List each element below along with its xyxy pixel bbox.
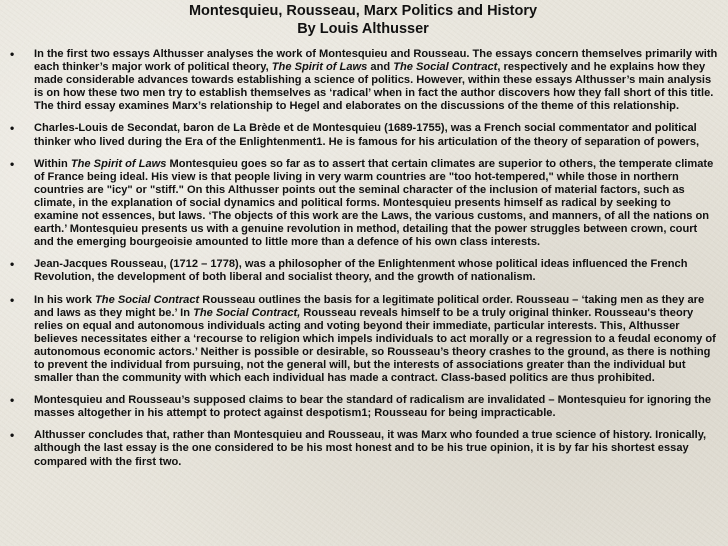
bullet-text: Montesquieu and Rousseau’s supposed claims to bear the standard of radicalism are invalidated – Montesquieu for ignoring the masses altogether in his attempt to protect against despotism1; Rousseau for being impracticable. — [34, 394, 712, 420]
book-title: The Spirit of Laws — [271, 61, 368, 74]
bullet-dot-icon: • — [10, 292, 15, 307]
bullet-item-2 — [8, 122, 718, 148]
bullet-text: Rousseau reveals himself to be a truly original thinker. Rousseau's theory relies on equal and autonomous individuals acting and voting beyond their immediate, particular interests. This, Althusser believes necessitates either a ‘recourse to religion which impels individuals to act morally or a regression to a feudal economy of autonomous economic actors.’ Neither is possible or desirable, so Rousseau’s theory crashes to the ground, as there is nothing to prevent the individual from pursuing, not the general will, but the interests of associations greater than the individual but smaller than the community with which each individual has made a contract. Class-based politics are thus prohibited. — [34, 306, 716, 385]
bullet-text: In his work — [34, 293, 96, 306]
bullet-dot-icon: • — [10, 257, 15, 272]
bullet-dot-icon: • — [10, 121, 15, 136]
bullet-dot-icon: • — [10, 156, 15, 171]
bullet-item-7 — [8, 429, 718, 468]
book-title: The Spirit of Laws — [70, 157, 167, 170]
bullet-text: Althusser concludes that, rather than Montesquieu and Rousseau, it was Marx who founded a true science of history. Ironically, although the last essay is the one considered to be his most honest and to be his true opinion, it is by far his shortest essay compared with the first two. — [34, 429, 707, 468]
bullet-text: Montesquieu goes so far as to assert that certain climates are superior to others, the temperate climate of France being ideal. His view is that people living in very warm countries are "too hot-tempered," while those in northern countries are "icy" or "stiff." On this Althusser points out the seminal character of the inclusion of material factors, such as climate, in the explanation of social dynamics and political forms. Montesquieu presents himself as radical by seeking to examine not essences, but laws. ‘The objects of this work are the Laws, the various customs, and manners, of all the nations on earth.’ Montesquieu presents us with a genuine revolution in method, detailing that the power struggles between crown, court and the emerging bourgeoisie amounted to little more than a defence of his own class interests. — [34, 157, 714, 249]
bullet-item-5 — [8, 294, 718, 386]
bullet-text: Within — [34, 157, 71, 170]
page-title: Montesquieu, Rousseau, Marx Politics and History — [188, 3, 538, 19]
bullet-text: Jean-Jacques Rousseau, (1712 – 1778), was a philosopher of the Enlightenment whose political ideas influenced the French Revolution, the development of both liberal and socialist theory, and the growth of nationalism. — [34, 258, 688, 284]
bullet-text: Rousseau outlines the basis for a legitimate political order. Rousseau – ‘taking men as they are and laws as they might be.’ In — [34, 293, 705, 319]
page-subtitle: By Louis Althusser — [297, 21, 429, 37]
book-title: The Social Contract — [393, 61, 498, 74]
book-title: The Social Contract — [95, 293, 200, 306]
book-title: The Social Contract, — [193, 306, 301, 319]
bullet-item-3 — [8, 158, 718, 250]
bullet-item-6 — [8, 394, 718, 420]
bullet-dot-icon: • — [10, 428, 15, 443]
bullet-item-4 — [8, 258, 718, 284]
bullet-text: In the first two essays Althusser analyses the work of Montesquieu and Rousseau. The essays concern themselves primarily with each thinker’s major work of political theory, — [34, 48, 718, 74]
bullet-dot-icon: • — [10, 47, 15, 61]
bullet-text: and — [367, 61, 394, 74]
title-block — [8, 2, 718, 38]
bullet-list — [8, 48, 718, 469]
bullet-text: , respectively and he explains how they made considerable advances towards establishing a science of politics. However, within these essays Althusser’s main analysis is on how these two men try to establish themselves as ‘radical’ when in fact the author discovers how they fall short of this title. The third essay examines Marx’s relationship to Hegel and elaborates on the discussions of the theme of this relationship. — [34, 61, 714, 113]
bullet-item-1 — [8, 48, 718, 113]
bullet-text: Charles-Louis de Secondat, baron de La Brède et de Montesquieu (1689-1755), was a French social commentator and political thinker who lived during the Era of the Enlightenment1. He is famous for his articulation of the theory of separation of powers, — [34, 122, 700, 148]
bullet-dot-icon: • — [10, 393, 15, 408]
